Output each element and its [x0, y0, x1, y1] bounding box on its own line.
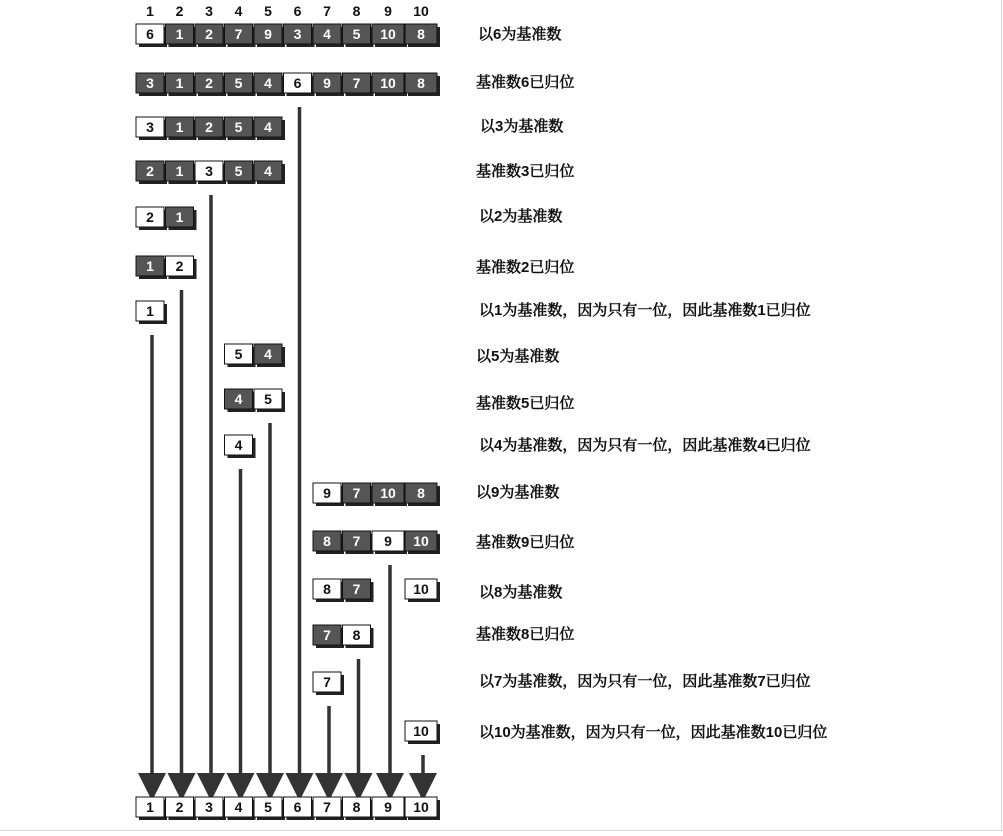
cell-value: 7: [234, 26, 243, 42]
cell-value: 10: [413, 799, 429, 815]
step-caption: 以3为基准数: [480, 118, 564, 135]
array-cell: [254, 73, 285, 96]
sorted-cell: [405, 797, 440, 820]
cell-value: 5: [352, 26, 361, 42]
array-cell: [372, 24, 407, 47]
step-row: [136, 256, 197, 279]
cell-value: 1: [175, 163, 184, 179]
step-caption: 基准数6已归位: [476, 74, 575, 91]
pivot-cell: [136, 207, 167, 230]
index-label: 5: [264, 3, 272, 19]
array-cell: [225, 24, 256, 47]
cell-value: 8: [417, 485, 425, 501]
step-caption: 基准数8已归位: [476, 626, 575, 643]
cell-value: 7: [352, 581, 361, 597]
step-caption: 以7为基准数，因为只有一位，因此基准数7已归位: [479, 673, 811, 690]
cell-value: 8: [417, 26, 425, 42]
cell-value: 9: [323, 75, 331, 91]
step-caption: 基准数3已归位: [476, 163, 575, 180]
array-cell: [195, 24, 226, 47]
cell-value: 3: [205, 163, 213, 179]
cell-value: 6: [146, 26, 154, 42]
cell-value: 8: [417, 75, 425, 91]
cell-value: 5: [264, 391, 272, 407]
cell-value: 8: [352, 799, 361, 815]
cell-value: 10: [413, 533, 429, 549]
index-label: 10: [413, 3, 429, 19]
step-caption: 以1为基准数，因为只有一位，因此基准数1已归位: [479, 302, 811, 319]
cell-value: 2: [146, 163, 154, 179]
pivot-cell: [254, 389, 285, 412]
step-row: [136, 24, 440, 47]
step-row: [225, 389, 286, 412]
cell-value: 1: [146, 258, 154, 274]
cell-value: 1: [175, 75, 184, 91]
step-row: [136, 301, 167, 324]
array-cell: [405, 73, 440, 96]
sorted-cell: [166, 797, 197, 820]
array-cell: [225, 161, 256, 184]
cell-value: 5: [234, 163, 243, 179]
array-cell: [372, 73, 407, 96]
array-cell: [136, 161, 167, 184]
array-cell: [254, 117, 285, 140]
step-row: [313, 531, 440, 554]
pivot-cell: [136, 24, 167, 47]
cell-value: 6: [293, 75, 302, 91]
array-cell: [254, 344, 285, 367]
cell-value: 7: [352, 485, 361, 501]
array-cell: [136, 256, 167, 279]
cell-value: 7: [323, 674, 331, 690]
cell-value: 1: [175, 119, 184, 135]
array-cell: [405, 24, 440, 47]
step-caption: 基准数9已归位: [476, 534, 575, 551]
step-row: [405, 721, 440, 744]
sorted-cell: [343, 797, 374, 820]
cell-value: 5: [264, 799, 272, 815]
array-cell: [284, 24, 315, 47]
index-label: 1: [146, 3, 154, 19]
index-labels: [146, 3, 429, 19]
index-label: 8: [352, 3, 361, 19]
cell-value: 4: [264, 346, 272, 362]
step-caption: 基准数5已归位: [476, 395, 575, 412]
index-label: 9: [384, 3, 392, 19]
cell-value: 4: [323, 26, 331, 42]
cell-value: 9: [323, 485, 331, 501]
pivot-cell: [372, 531, 407, 554]
step-row: [313, 483, 440, 506]
cell-value: 8: [323, 581, 331, 597]
cell-value: 1: [146, 799, 154, 815]
pivot-cell: [343, 625, 374, 648]
step-caption: 以6为基准数: [478, 26, 562, 43]
cell-value: 1: [175, 209, 184, 225]
pivot-cell: [405, 721, 440, 744]
array-cell: [372, 483, 407, 506]
pivot-cell: [405, 579, 440, 602]
array-cell: [313, 73, 344, 96]
sorted-cell: [372, 797, 407, 820]
index-label: 3: [205, 3, 213, 19]
cell-value: 4: [264, 75, 272, 91]
array-cell: [225, 73, 256, 96]
pivot-cell: [284, 73, 315, 96]
step-caption: 基准数2已归位: [476, 259, 575, 276]
cell-value: 2: [205, 26, 213, 42]
pivot-cell: [195, 161, 226, 184]
cell-value: 2: [205, 75, 213, 91]
index-label: 7: [323, 3, 331, 19]
step-row: [225, 435, 256, 458]
cell-value: 2: [146, 209, 154, 225]
pivot-cell: [313, 579, 344, 602]
cell-value: 2: [175, 799, 184, 815]
index-label: 6: [293, 3, 302, 19]
cell-value: 7: [323, 799, 331, 815]
array-cell: [166, 117, 197, 140]
sorted-cell: [254, 797, 285, 820]
cell-value: 9: [384, 799, 392, 815]
array-cell: [166, 24, 197, 47]
step-row: [136, 207, 197, 230]
pivot-cell: [313, 672, 344, 695]
pivot-cell: [225, 435, 256, 458]
array-cell: [195, 73, 226, 96]
cell-value: 8: [352, 627, 361, 643]
final-sorted-row: [136, 797, 440, 820]
array-cell: [343, 579, 374, 602]
step-row: [313, 579, 440, 602]
cell-value: 4: [234, 391, 243, 407]
cell-value: 10: [380, 75, 396, 91]
array-cell: [313, 24, 344, 47]
cell-value: 3: [146, 75, 154, 91]
cell-value: 7: [352, 75, 361, 91]
cell-value: 3: [205, 799, 213, 815]
sorted-cell: [195, 797, 226, 820]
pivot-cell: [136, 301, 167, 324]
step-caption: 以9为基准数: [476, 484, 560, 501]
right-border: [1001, 0, 1002, 831]
cell-value: 7: [352, 533, 361, 549]
step-row: [136, 117, 285, 140]
array-cell: [405, 483, 440, 506]
step-row: [136, 73, 440, 96]
step-row: [313, 672, 344, 695]
cell-value: 8: [323, 533, 331, 549]
pivot-cell: [166, 256, 197, 279]
array-cell: [166, 207, 197, 230]
cell-value: 1: [175, 26, 184, 42]
pivot-cell: [225, 344, 256, 367]
step-row: [225, 344, 286, 367]
array-cell: [405, 531, 440, 554]
index-label: 2: [175, 3, 184, 19]
cell-value: 3: [146, 119, 154, 135]
array-cell: [225, 117, 256, 140]
sorted-cell: [313, 797, 344, 820]
array-cell: [254, 24, 285, 47]
step-row: [313, 625, 374, 648]
array-cell: [343, 73, 374, 96]
cell-value: 4: [264, 163, 272, 179]
step-caption: 以10为基准数，因为只有一位，因此基准数10已归位: [479, 724, 828, 741]
cell-value: 5: [234, 119, 243, 135]
sorted-cell: [284, 797, 315, 820]
sorted-cell: [225, 797, 256, 820]
array-cell: [343, 24, 374, 47]
cell-value: 4: [264, 119, 272, 135]
cell-value: 10: [413, 723, 429, 739]
array-cell: [313, 531, 344, 554]
step-caption: 以2为基准数: [479, 208, 563, 225]
cell-value: 10: [380, 485, 396, 501]
step-caption: 以8为基准数: [479, 584, 563, 601]
step-caption: 以4为基准数，因为只有一位，因此基准数4已归位: [479, 437, 811, 454]
cell-value: 2: [205, 119, 213, 135]
cell-value: 9: [384, 533, 392, 549]
cell-value: 5: [234, 346, 243, 362]
array-cell: [136, 73, 167, 96]
cell-value: 9: [264, 26, 272, 42]
cell-value: 10: [413, 581, 429, 597]
cell-value: 1: [146, 303, 154, 319]
cell-value: 4: [234, 437, 243, 453]
cell-value: 4: [234, 799, 243, 815]
cell-value: 7: [323, 627, 331, 643]
array-cell: [225, 389, 256, 412]
cell-value: 3: [293, 26, 302, 42]
cell-value: 10: [380, 26, 396, 42]
array-cell: [343, 483, 374, 506]
array-cell: [195, 117, 226, 140]
array-cell: [166, 161, 197, 184]
sorted-cell: [136, 797, 167, 820]
index-label: 4: [234, 3, 243, 19]
array-cell: [313, 625, 344, 648]
step-row: [136, 161, 285, 184]
step-caption: 以5为基准数: [476, 348, 560, 365]
array-cell: [254, 161, 285, 184]
array-cell: [166, 73, 197, 96]
cell-value: 2: [175, 258, 184, 274]
cell-value: 5: [234, 75, 243, 91]
pivot-cell: [313, 483, 344, 506]
array-cell: [343, 531, 374, 554]
cell-value: 6: [293, 799, 302, 815]
pivot-cell: [136, 117, 167, 140]
